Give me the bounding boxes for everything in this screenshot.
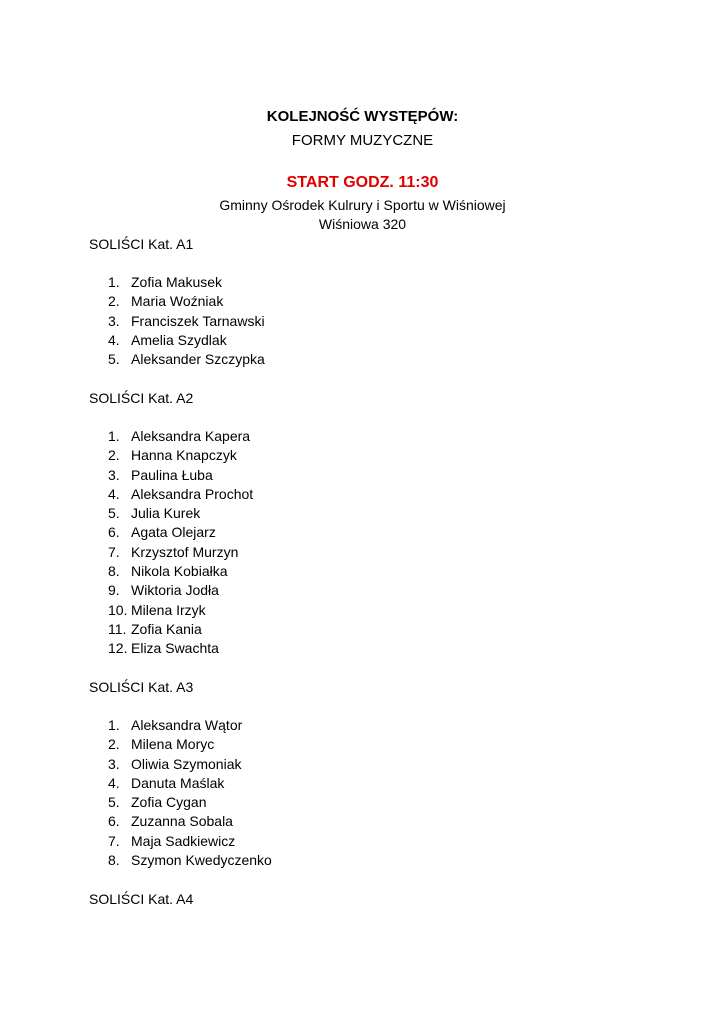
list-item-name: Maja Sadkiewicz	[131, 832, 236, 849]
list-item-number: 2.	[108, 447, 120, 464]
list-item-name: Aleksander Szczypka	[131, 351, 265, 368]
list-item-number: 4.	[108, 774, 120, 791]
list-item-number: 4.	[108, 485, 120, 502]
list-item-name: Zofia Cygan	[131, 794, 207, 811]
section-heading: SOLIŚCI Kat. A4	[89, 891, 194, 907]
list-item-number: 1.	[108, 717, 120, 733]
list-item-number: 7.	[108, 832, 120, 849]
list-item-name: Zofia Kania	[131, 620, 202, 637]
venue-name: Gminny Ośrodek Kulrury i Sportu w Wiśniowej	[219, 197, 506, 213]
list-item-number: 8.	[108, 563, 120, 580]
list-item-name: Aleksandra Wątor	[131, 717, 243, 733]
list-item-number: 8.	[108, 852, 120, 869]
page-title: KOLEJNOŚĆ WYSTĘPÓW:	[266, 108, 459, 125]
list-item-number: 5.	[108, 505, 120, 522]
venue-address: Wiśniowa 320	[318, 216, 407, 232]
list-item-name: Milena Irzyk	[131, 601, 206, 618]
list-item-name: Wiktoria Jodła	[131, 582, 219, 599]
list-item-number: 7.	[108, 543, 120, 560]
page-subtitle: FORMY MUZYCZNE	[291, 132, 434, 149]
list-item-name: Maria Woźniak	[131, 293, 224, 310]
list-item-number: 1.	[108, 428, 120, 444]
list-item-name: Paulina Łuba	[131, 466, 213, 483]
section-heading: SOLIŚCI Kat. A2	[89, 390, 194, 406]
list-item-name: Krzysztof Murzyn	[131, 543, 239, 560]
list-item-name: Franciszek Tarnawski	[131, 312, 265, 329]
list-item-name: Milena Moryc	[131, 736, 215, 753]
list-item-number: 12.	[108, 640, 128, 657]
section-heading: SOLIŚCI Kat. A1	[89, 236, 194, 252]
list-item-number: 3.	[108, 755, 120, 772]
list-item-number: 11.	[108, 620, 127, 637]
list-item-number: 5.	[108, 794, 120, 811]
list-item-name: Szymon Kwedyczenko	[131, 852, 272, 869]
list-item-name: Aleksandra Kapera	[131, 428, 251, 444]
list-item-name: Agata Olejarz	[131, 524, 216, 541]
list-item-number: 2.	[108, 293, 120, 310]
list-item-name: Amelia Szydlak	[131, 331, 227, 348]
start-time: START GODZ. 11:30	[286, 174, 439, 191]
list-item-number: 3.	[108, 466, 120, 483]
list-item-name: Oliwia Szymoniak	[131, 755, 242, 772]
list-item-number: 3.	[108, 312, 120, 329]
list-item-name: Hanna Knapczyk	[131, 447, 237, 464]
list-item-number: 5.	[108, 351, 120, 368]
list-item-number: 2.	[108, 736, 120, 753]
list-item-name: Danuta Maślak	[131, 774, 225, 791]
list-item-number: 10.	[108, 601, 128, 618]
list-item-name: Eliza Swachta	[131, 640, 219, 657]
list-item-name: Zuzanna Sobala	[131, 813, 233, 830]
list-item-number: 6.	[108, 813, 120, 830]
list-item-number: 1.	[108, 274, 120, 290]
list-item-number: 9.	[108, 582, 120, 599]
section-heading: SOLIŚCI Kat. A3	[89, 679, 194, 695]
list-item-name: Aleksandra Prochot	[131, 485, 254, 502]
list-item-number: 6.	[108, 524, 120, 541]
list-item-name: Zofia Makusek	[131, 274, 223, 290]
list-item-name: Nikola Kobiałka	[131, 563, 228, 580]
list-item-name: Julia Kurek	[131, 505, 201, 522]
list-item-number: 4.	[108, 331, 120, 348]
